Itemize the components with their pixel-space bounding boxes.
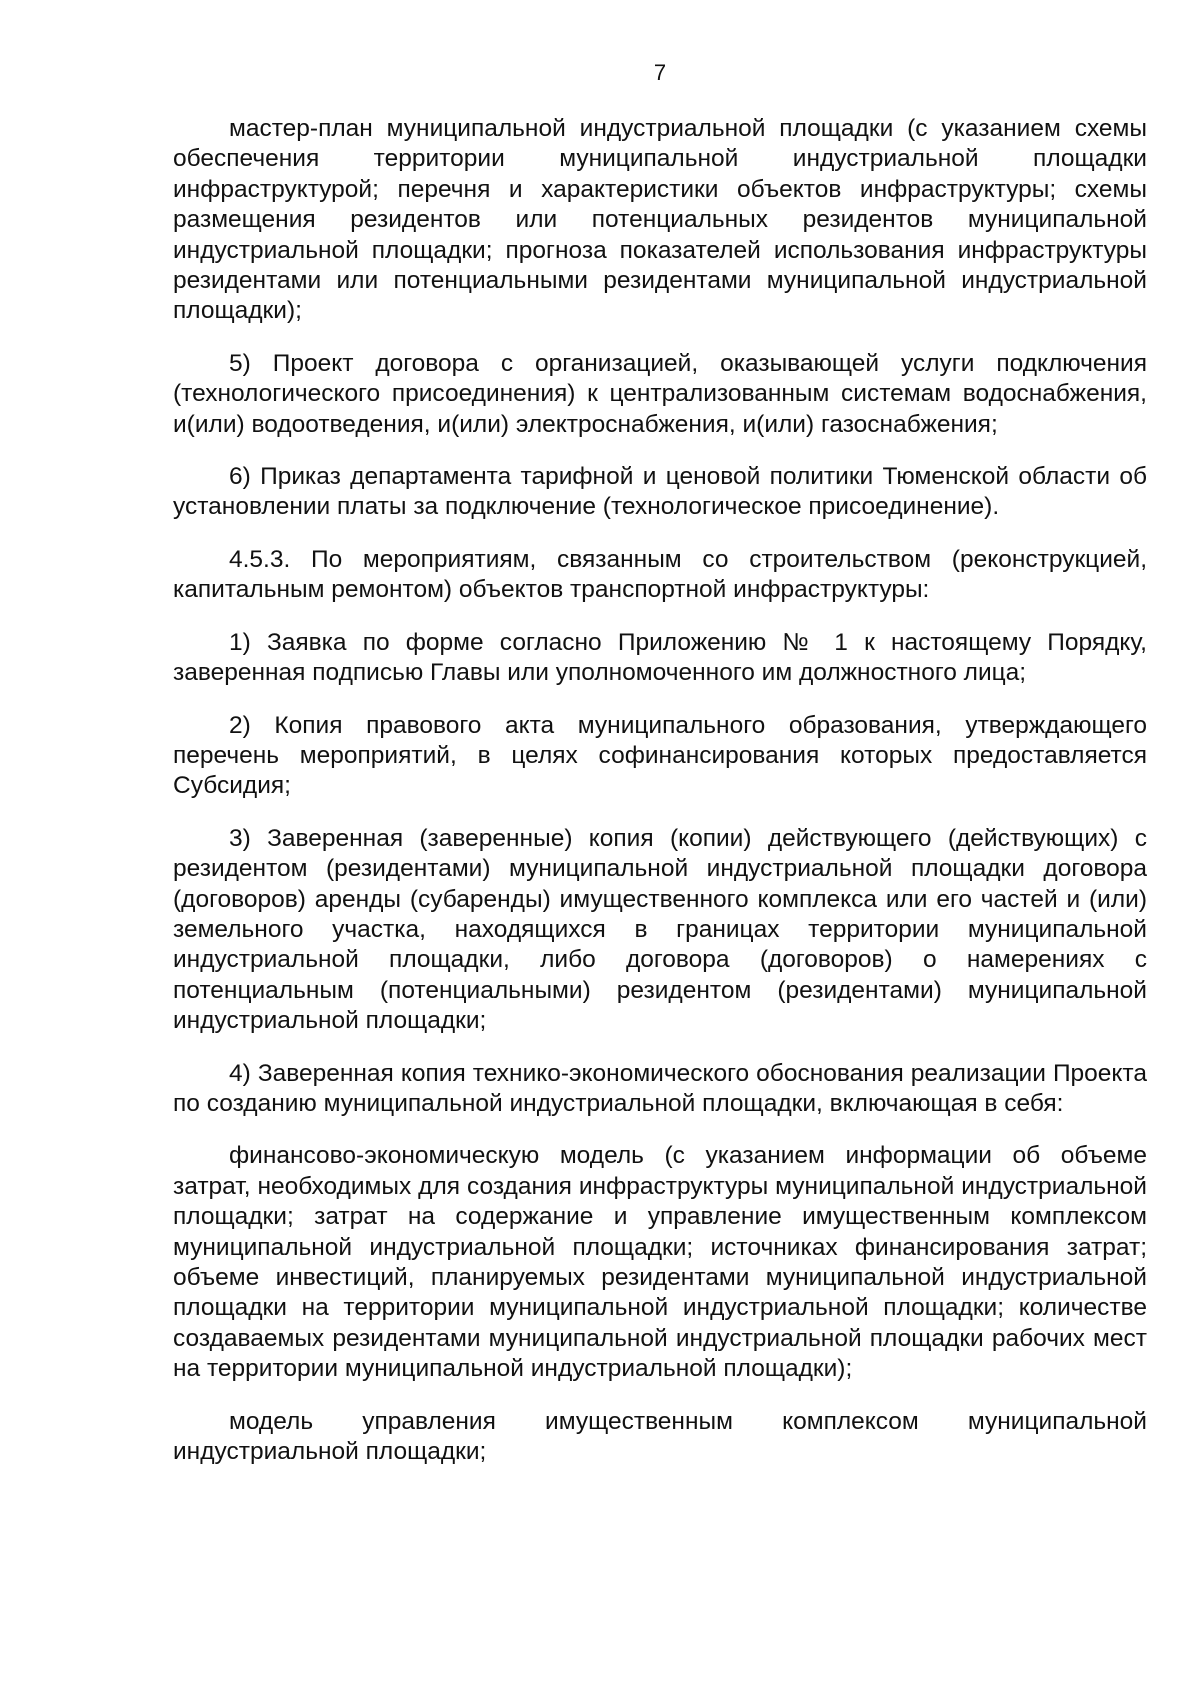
document-body [173, 114, 1147, 1489]
paragraph-management-model: модель управления имущественным комплексом муниципальной индустриальной площадки; [173, 1407, 1147, 1466]
paragraph-item-2: 2) Копия правового акта муниципального образования, утверждающего перечень мероприятий, в целях софинансирования которых предоставляется Субсидия; [173, 711, 1147, 800]
paragraph-master-plan: мастер-план муниципальной индустриальной площадки (с указанием схемы обеспечения территории муниципальной индустриальной площадки инфраструктурой; перечня и характеристики объектов инфраструктуры; схемы размещения резидентов или потенциальных резидентов муниципальной индустриальной площадки; прогноза показателей использования инфраструктуры резидентами или потенциальными резидентами муниципальной индустриальной площадки); [173, 115, 1147, 325]
paragraph-item-6: 6) Приказ департамента тарифной и ценовой политики Тюменской области об установлении платы за подключение (технологическое присоединение). [173, 463, 1147, 521]
paragraph-section-4-5-3: 4.5.3. По мероприятиям, связанным со строительством (реконструкцией, капитальным ремонтом) объектов транспортной инфраструктуры: [173, 545, 1147, 604]
paragraph-item-4: 4) Заверенная копия технико-экономического обоснования реализации Проекта по созданию муниципальной индустриальной площадки, включающая в себя: [173, 1059, 1147, 1117]
page-number: 7 [653, 60, 667, 85]
paragraph-item-5: 5) Проект договора с организацией, оказывающей услуги подключения (технологического присоединения) к централизованным системам водоснабжения, и(или) водоотведения, и(или) электроснабжения, и(или) газоснабжения; [173, 349, 1147, 438]
paragraph-financial-model: финансово-экономическую модель (с указанием информации об объеме затрат, необходимых для создания инфраструктуры муниципальной индустриальной площадки; затрат на содержание и управление имущественным комплексом муниципальной индустриальной площадки; источниках финансирования затрат; объеме инвестиций, планируемых резидентами муниципальной индустриальной площадки на территории муниципальной индустриальной площадки; количестве создаваемых резидентами муниципальной индустриальной площадки рабочих мест на территории муниципальной индустриальной площадки); [173, 1142, 1147, 1383]
paragraph-item-1: 1) Заявка по форме согласно Приложению № 1 к настоящему Порядку, заверенная подписью Главы или уполномоченного им должностного лица; [173, 628, 1147, 687]
paragraph-item-3: 3) Заверенная (заверенные) копия (копии) действующего (действующих) с резидентом (резидентами) муниципальной индустриальной площадки договора (договоров) аренды (субаренды) имущественного комплекса или его частей и (или) земельного участка, находящихся в границах территории муниципальной индустриальной площадки, либо договора (договоров) о намерениях с потенциальным (потенциальными) резидентом (резидентами) муниципальной индустриальной площадки; [173, 824, 1147, 1035]
